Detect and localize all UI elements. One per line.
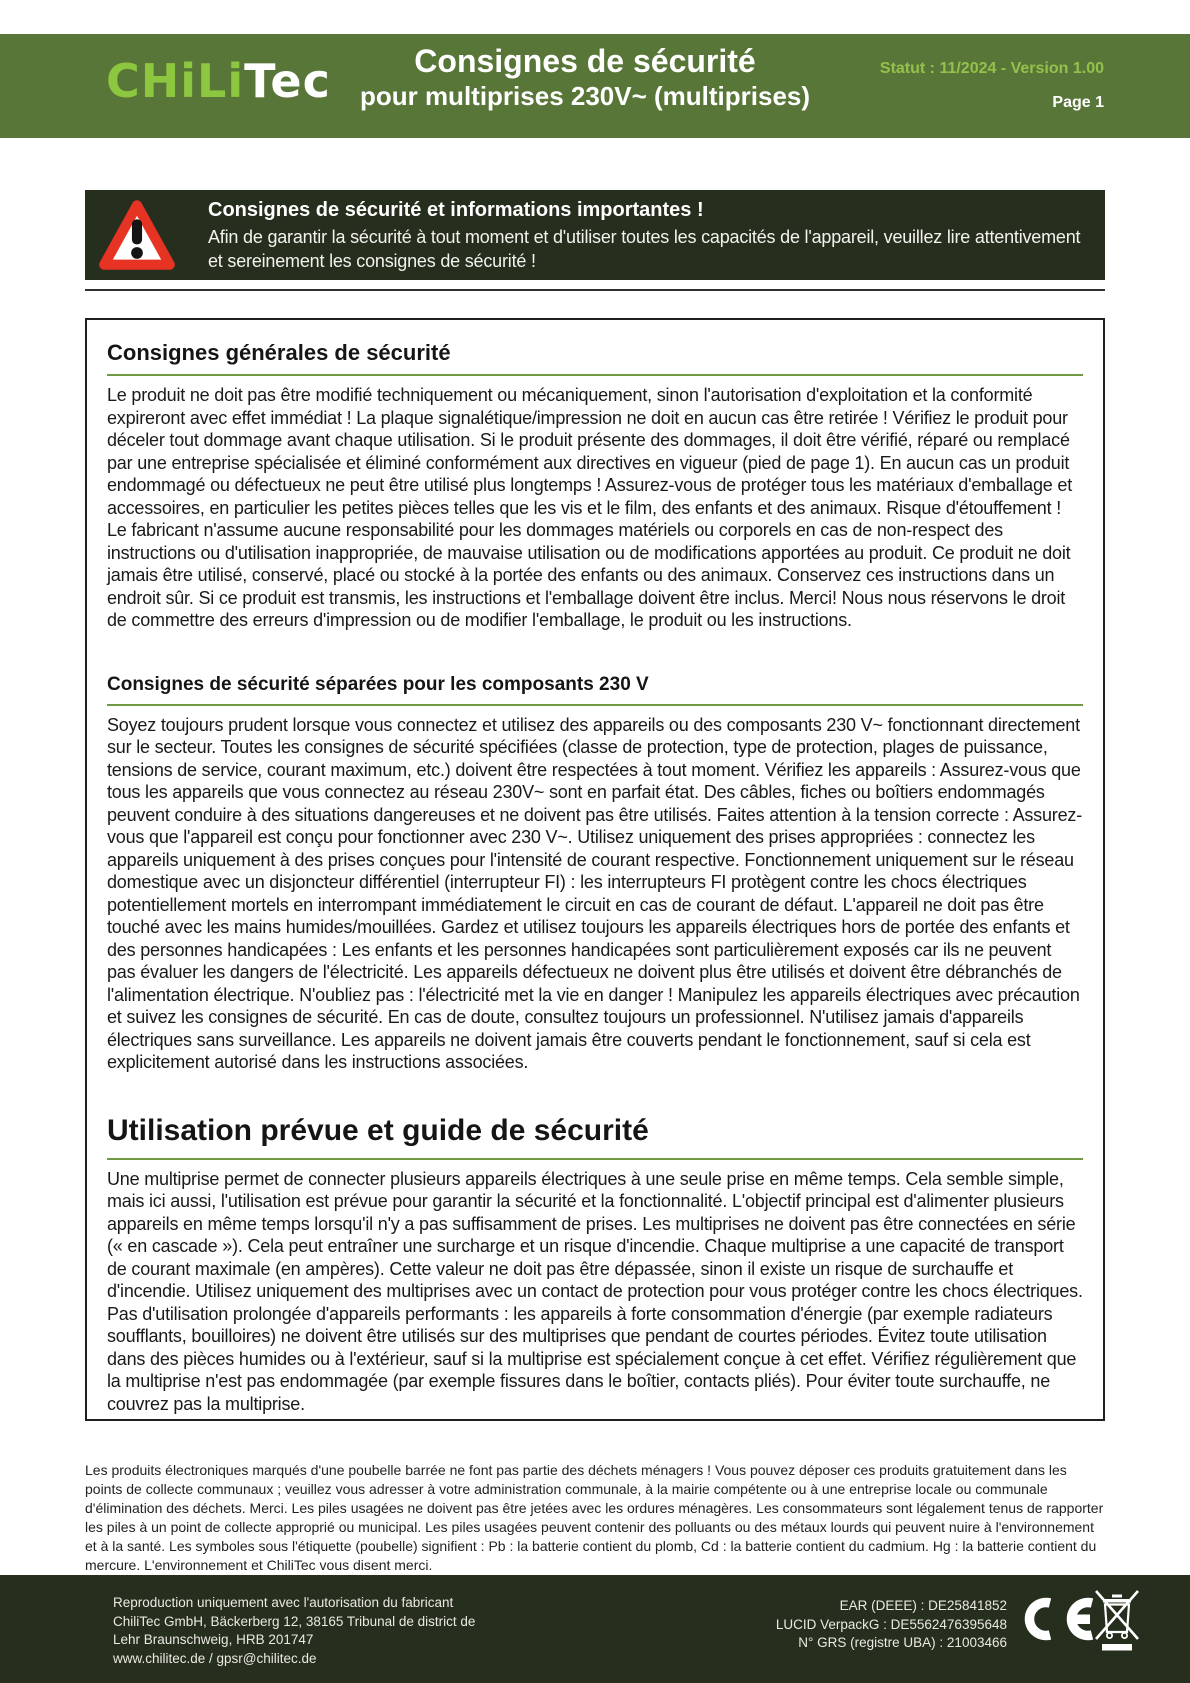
section-230v-rule <box>107 704 1083 706</box>
section-usage-rule <box>107 1158 1083 1160</box>
page-subtitle: pour multiprises 230V~ (multiprises) <box>359 81 811 111</box>
warning-title: Consignes de sécurité et informations importantes ! <box>208 198 704 221</box>
footer-right-line: EAR (DEEE) : DE25841852 <box>839 1598 1007 1613</box>
footer-left-line: ChiliTec GmbH, Bäckerberg 12, 38165 Tribunal de district de <box>113 1613 476 1629</box>
footer-right-line: N° GRS (registre UBA) : 21003466 <box>798 1635 1007 1650</box>
section-general-body: Le produit ne doit pas être modifié techniquement ou mécaniquement, sinon l'autorisation d'exploitation et la conformité expireront avec effet immédiat ! La plaque signalétique/impression ne doit en aucun cas être retirée ! Vérifiez le produit pour déceler tout dommage avant chaque utilisation. Si le produit présente des dommages, il doit être vérifié, réparé ou remplacé par une entreprise spécialisée et éliminé conformément aux directives en vigueur (pied de page 1). En aucun cas un produit endommagé ou défectueux ne peut être utilisé plus longtemps ! Assurez-vous de protéger tous les matériaux d'emballage et accessoires, en particulier les petites pièces telles que les vis et le film, des enfants et des animaux. Risque d'étouffement ! Le fabricant n'assume aucune responsabilité pour les dommages matériels ou corporels en cas de non-respect des instructions ou d'utilisation inappropriée, de mauvaise utilisation ou de modifications apportées au produit. Ce produit ne doit jamais être utilisé, conservé, placé ou stocké à la portée des enfants ou des animaux. Conservez ces instructions dans un endroit sûr. Si ce produit est transmis, les instructions et l'emballage doivent être inclus. Merci! Nous nous réservons le droit de commettre des erreurs d'impression ou de modifier l'emballage, le produit ou les instructions. <box>107 385 1073 630</box>
warning-underline <box>85 289 1105 291</box>
section-230v-title: Consignes de sécurité séparées pour les composants 230 V <box>107 673 649 695</box>
logo-text-tec: Tec <box>244 54 331 108</box>
footer-left-line: Reproduction uniquement avec l'autorisation du fabricant <box>113 1595 454 1610</box>
footer-left-line: Lehr Braunschweig, HRB 201747 <box>113 1632 314 1647</box>
footer-left-line: www.chilitec.de / gpsr@chilitec.de <box>113 1650 317 1666</box>
footer-band <box>0 1575 1190 1683</box>
warning-text-block <box>208 198 1097 273</box>
footer-company-info <box>113 1594 475 1668</box>
page-title: Consignes de sécurité <box>414 43 756 79</box>
section-general-title: Consignes générales de sécurité <box>107 340 451 365</box>
ce-mark-icon <box>1014 1596 1096 1647</box>
footer-registration-info <box>776 1597 1007 1653</box>
section-230v-body: Soyez toujours prudent lorsque vous connectez et utilisez des appareils ou des composants 230 V~ fonctionnant directement sur le secteur. Toutes les consignes de sécurité spécifiées (classe de protection, type de protection, plages de puissance, tensions de service, courant maximum, etc.) doivent être respectées à tout moment. Vérifiez les appareils : Assurez-vous que tous les appareils que vous connectez au réseau 230V~ sont en parfait état. Des câbles, fiches ou boîtiers endommagés peuvent conduire à des situations dangereuses et ne doivent pas être utilisés. Faites attention à la tension correcte : Assurez-vous que l'appareil est conçu pour fonctionner avec 230 V~. Utilisez uniquement des prises appropriées : connectez les appareils uniquement à des prises conçues pour l'intensité de courant respective. Fonctionnement uniquement sur le réseau domestique avec un disjoncteur différentiel (interrupteur FI) : les interrupteurs FI protègent contre les chocs électriques potentiellement mortels en interrompant immédiatement le circuit en cas de courant de défaut. L'appareil ne doit pas être touché avec les mains humides/mouillées. Gardez et utilisez toujours les appareils électriques hors de portée des enfants et des personnes handicapées : Les enfants et les personnes handicapées sont particulièrement exposés car ils ne peuvent pas évaluer les dangers de l'électricité. Les appareils défectueux ne doivent plus être utilisés et doivent être débranchés de l'alimentation électrique. N'oubliez pas : l'électricité met la vie en danger ! Manipulez les appareils électriques avec précaution et suivez les consignes de sécurité. En cas de doute, consultez toujours un professionnel. N'utilisez jamais d'appareils électriques sans surveillance. Les appareils ne doivent jamais être couverts pendant le fonctionnement, sauf si cela est explicitement autorisé dans les instructions associées. <box>107 714 1082 1072</box>
header-title-block <box>195 42 975 112</box>
section-usage-title: Utilisation prévue et guide de sécurité <box>107 1113 649 1147</box>
section-general-rule <box>107 374 1083 376</box>
page-number: Page 1 <box>1052 94 1104 111</box>
footer-right-line: LUCID VerpackG : DE5562476395648 <box>775 1616 1007 1632</box>
status-version-text: Statut : 11/2024 - Version 1.00 <box>879 60 1104 77</box>
weee-bin-icon <box>1094 1587 1140 1658</box>
header-meta-block <box>880 60 1104 112</box>
warning-box <box>85 190 1105 280</box>
header-band <box>0 34 1190 138</box>
warning-body: Afin de garantir la sécurité à tout moment et d'utiliser toutes les capacités de l'appareil, veuillez lire attentivement et sereinement les consignes de sécurité ! <box>208 226 1081 271</box>
section-usage-body: Une multiprise permet de connecter plusieurs appareils électriques à une seule prise en même temps. Cela semble simple, mais ici aussi, l'utilisation est prévue pour garantir la sécurité et la fonctionnalité. L'objectif principal est d'alimenter plusieurs appareils en même temps lorsqu'il n'y a pas suffisamment de prises. Les multiprises ne doivent pas être connectées en série (« en cascade »). Cela peut entraîner une surcharge et un risque d'incendie. Chaque multiprise a une capacité de transport de courant maximale (en ampères). Cette valeur ne doit pas être dépassée, sinon il existe un risque de surchauffe et d'incendie. Utilisez uniquement des multiprises avec un contact de protection pour vous protéger contre les chocs électriques. Pas d'utilisation prolongée d'appareils performants : les appareils à forte consommation d'énergie (par exemple radiateurs soufflants, bouilloires) ne doivent être utilisés sur des multiprises que pendant de courtes périodes. Évitez toute utilisation dans des pièces humides ou à l'extérieur, sauf si la multiprise est spécialement conçue à cet effet. Vérifiez régulièrement que la multiprise n'est pas endommagée (par exemple fissures dans le boîtier, contacts pliés). Pour éviter toute surchauffe, ne couvrez pas la multiprise. <box>107 1168 1083 1414</box>
content-box <box>85 318 1105 1421</box>
logo-text-chili: CHiLi <box>106 54 245 108</box>
warning-triangle-icon <box>98 198 176 272</box>
disposal-note: Les produits électroniques marqués d'une poubelle barrée ne font pas partie des déchets ménagers ! Vous pouvez déposer ces produits gratuitement dans les points de collecte communaux ; veuillez vous adresser à votre administration communale, à la mairie compétente ou à une entreprise locale ou communale d'élimination des déchets. Merci. Les piles usagées ne doivent pas être jetées avec les ordures ménagères. Les consommateurs sont légalement tenus de rapporter les piles à un point de collecte approprié ou municipal. Les piles usagées peuvent contenir des polluants ou des métaux lourds qui peuvent nuire à l'environnement et à la santé. Les symboles sous l'étiquette (poubelle) signifient : Pb : la batterie contient du plomb, Cd : la batterie contient du cadmium. Hg : la batterie contient du mercure. L'environnement et ChiliTec vous disent merci. <box>85 1462 1104 1573</box>
